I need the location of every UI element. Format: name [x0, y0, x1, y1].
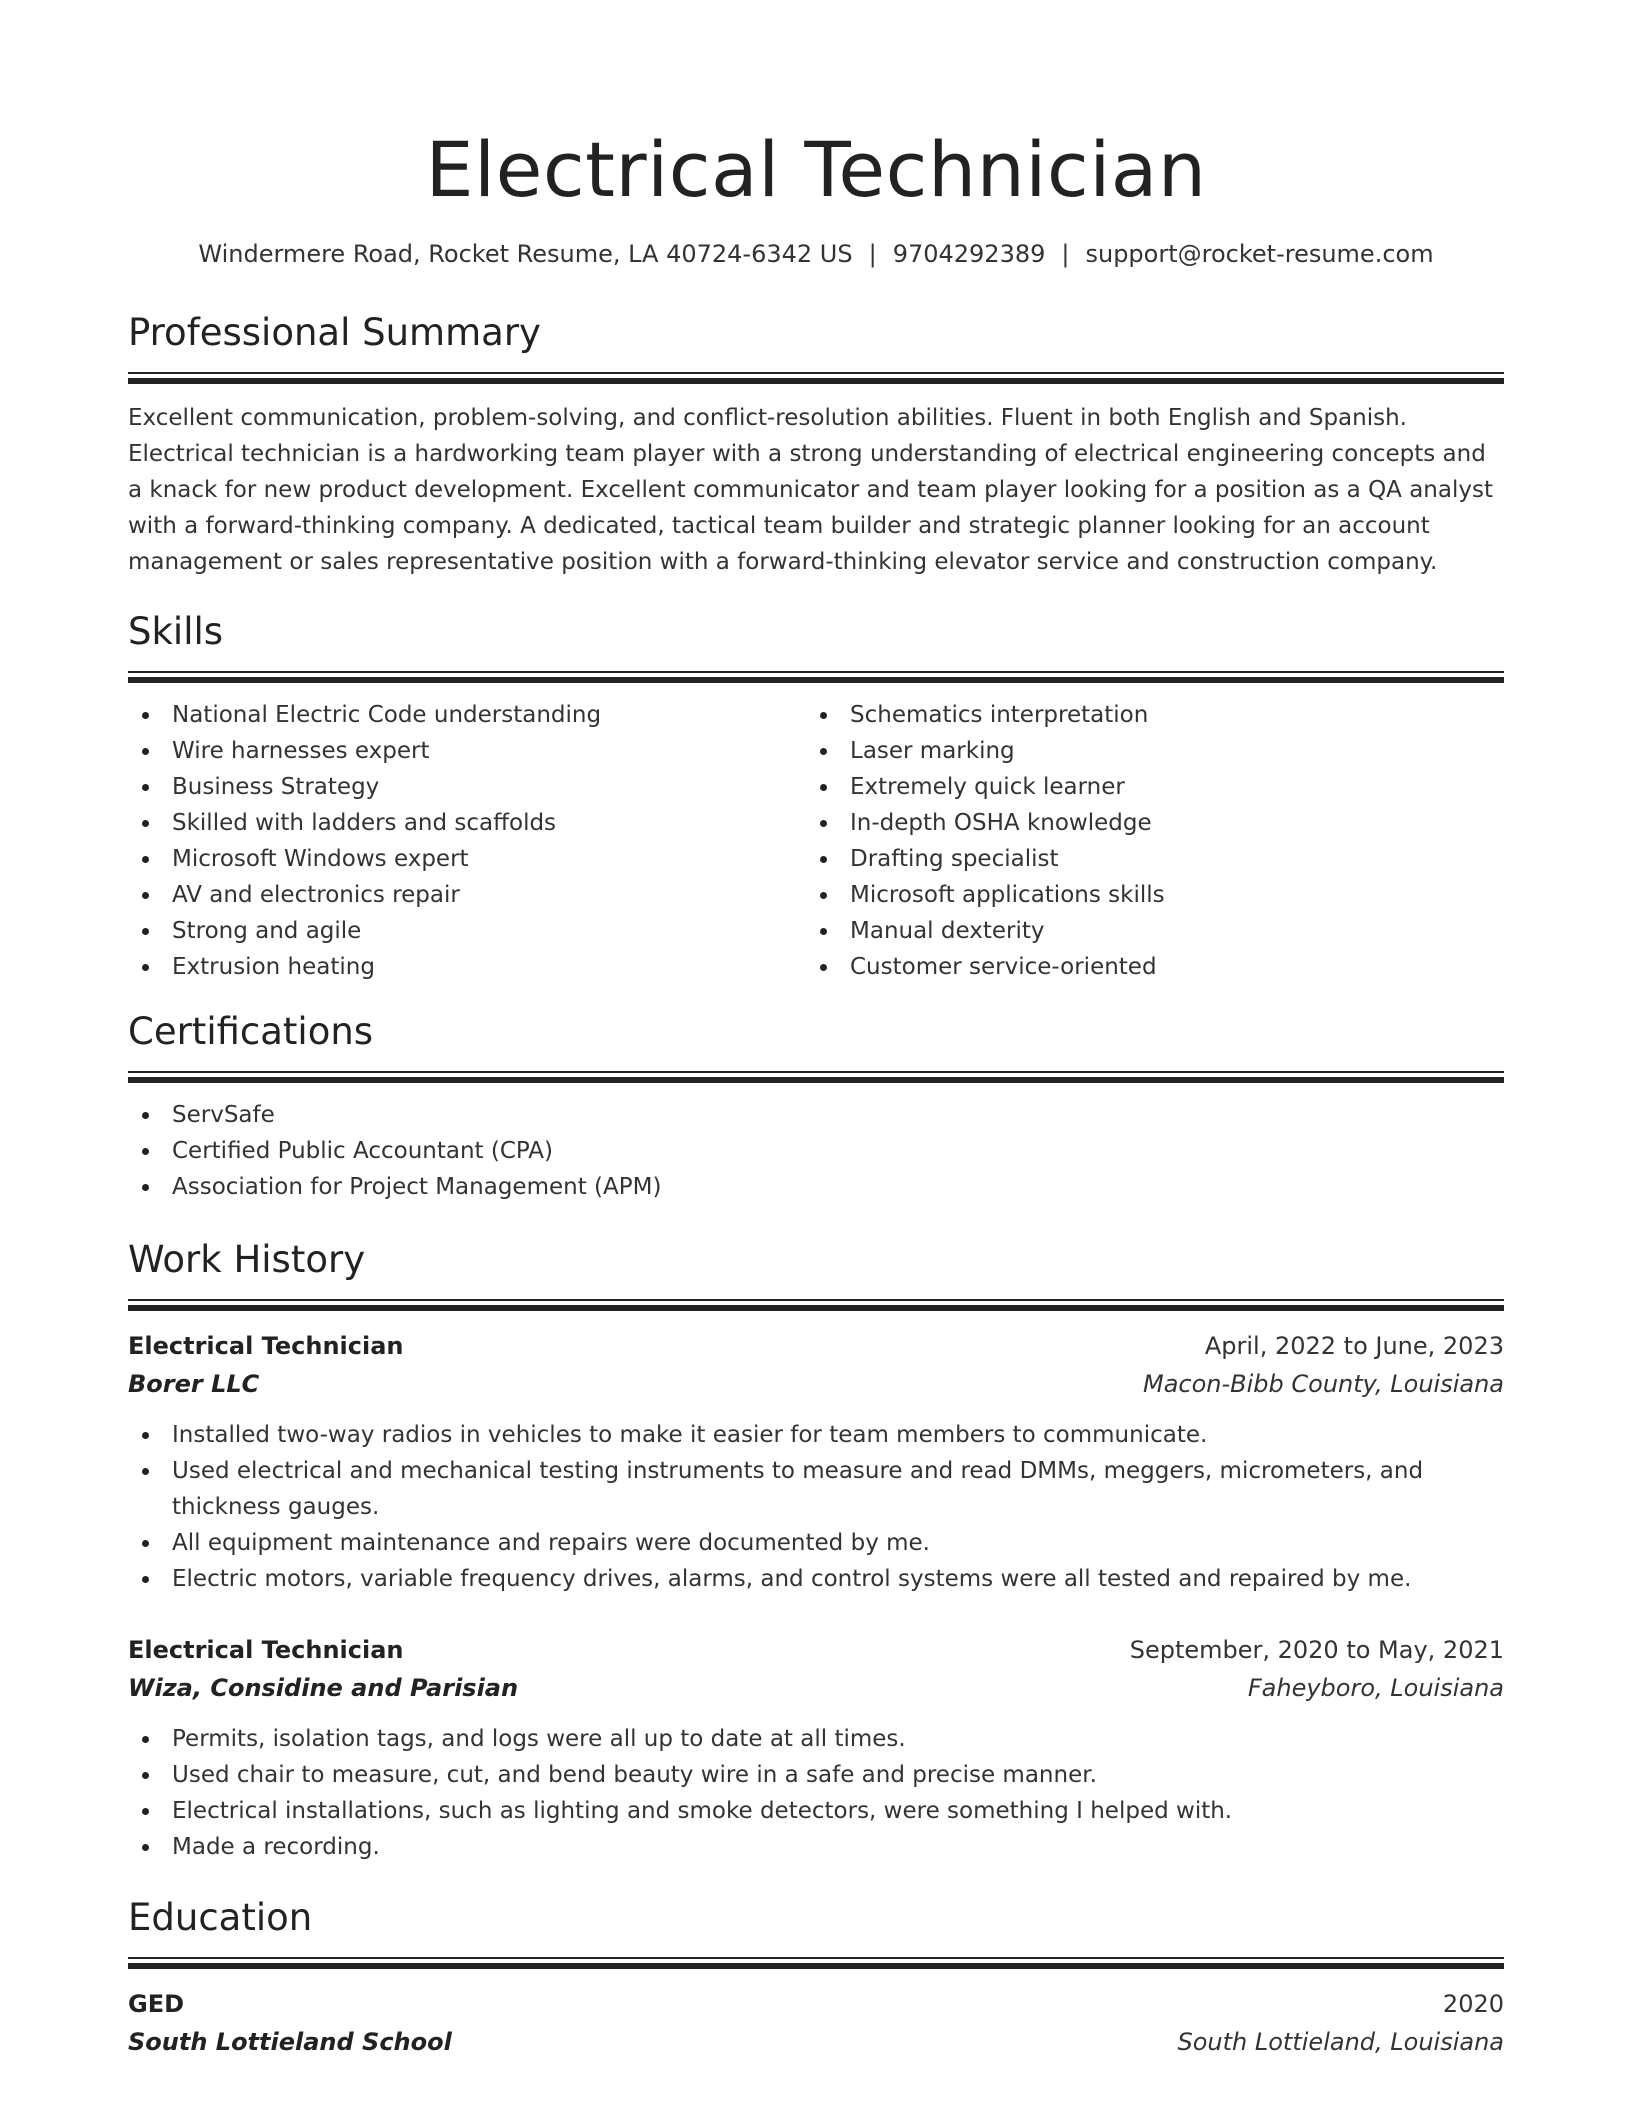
summary-section — [128, 310, 1504, 580]
job-bullet: Used chair to measure, cut, and bend beauty wire in a safe and precise manner. — [128, 1757, 1504, 1793]
education-subheader — [128, 2023, 1504, 2061]
skills-column-right — [806, 697, 1484, 985]
skills-column-left — [128, 697, 806, 985]
certification-item: Certified Public Accountant (CPA) — [128, 1133, 1504, 1169]
skill-item: Business Strategy — [128, 769, 806, 805]
job-bullet: Made a recording. — [128, 1829, 1504, 1865]
education-year: 2020 — [1442, 1990, 1504, 2018]
education-section — [128, 1895, 1504, 2061]
skill-item: Strong and agile — [128, 913, 806, 949]
section-divider — [128, 1071, 1504, 1083]
job-location: Faheyboro, Louisiana — [1247, 1674, 1504, 1702]
skills-section — [128, 609, 1504, 985]
education-header — [128, 1985, 1504, 2023]
job-location: Macon-Bibb County, Louisiana — [1143, 1370, 1504, 1398]
job-bullet: Electric motors, variable frequency drives, alarms, and control systems were all tested and repaired by me. — [128, 1561, 1504, 1597]
job-bullet: Permits, isolation tags, and logs were all up to date at all times. — [128, 1721, 1504, 1757]
contact-separator: | — [1061, 240, 1070, 268]
section-title-certifications: Certifications — [128, 1010, 374, 1053]
skill-item: Customer service-oriented — [806, 949, 1484, 985]
job-subheader — [128, 1669, 1504, 1707]
work-history-section — [128, 1237, 1504, 1865]
job-title: Electrical Technician — [128, 1332, 404, 1360]
skill-item: Schematics interpretation — [806, 697, 1484, 733]
section-divider — [128, 372, 1504, 384]
education-location: South Lottieland, Louisiana — [1177, 2028, 1504, 2056]
job-company: Borer LLC — [128, 1370, 260, 1398]
job-header — [128, 1327, 1504, 1365]
skill-item: National Electric Code understanding — [128, 697, 806, 733]
skill-item: Manual dexterity — [806, 913, 1484, 949]
certification-item: ServSafe — [128, 1097, 1504, 1133]
job-dates: September, 2020 to May, 2021 — [1129, 1636, 1504, 1664]
education-entry — [128, 1985, 1504, 2061]
contact-separator: | — [868, 240, 877, 268]
job-entry — [128, 1631, 1504, 1865]
section-title-skills: Skills — [128, 610, 224, 653]
job-bullet-list — [128, 1417, 1504, 1597]
contact-line — [128, 238, 1504, 270]
section-divider — [128, 1299, 1504, 1311]
section-title-education: Education — [128, 1896, 313, 1939]
certification-item: Association for Project Management (APM) — [128, 1169, 1504, 1205]
skill-item: In-depth OSHA knowledge — [806, 805, 1484, 841]
education-degree: GED — [128, 1990, 185, 2018]
section-divider — [128, 671, 1504, 683]
skill-item: Drafting specialist — [806, 841, 1484, 877]
job-company: Wiza, Considine and Parisian — [128, 1674, 519, 1702]
job-bullet-list — [128, 1721, 1504, 1865]
skill-item: AV and electronics repair — [128, 877, 806, 913]
job-subheader — [128, 1365, 1504, 1403]
education-school: South Lottieland School — [128, 2028, 452, 2056]
contact-phone: 9704292389 — [892, 240, 1046, 268]
skills-grid — [128, 697, 1504, 985]
section-title-summary: Professional Summary — [128, 311, 541, 354]
certifications-list — [128, 1097, 1504, 1205]
skill-item: Laser marking — [806, 733, 1484, 769]
contact-address: Windermere Road, Rocket Resume, LA 40724-6342 US — [198, 240, 853, 268]
job-bullet: Electrical installations, such as lighting and smoke detectors, were something I helped with. — [128, 1793, 1504, 1829]
job-title: Electrical Technician — [128, 1636, 404, 1664]
resume-name: Electrical Technician — [425, 125, 1207, 214]
skill-item: Microsoft Windows expert — [128, 841, 806, 877]
skill-item: Microsoft applications skills — [806, 877, 1484, 913]
job-bullet: All equipment maintenance and repairs were documented by me. — [128, 1525, 1504, 1561]
skill-item: Skilled with ladders and scaffolds — [128, 805, 806, 841]
job-entry — [128, 1327, 1504, 1597]
job-header — [128, 1631, 1504, 1669]
skill-item: Wire harnesses expert — [128, 733, 806, 769]
summary-text: Excellent communication, problem-solving, and conflict-resolution abilities. Fluent in both English and Spanish. Electrical technician is a hardworking team player with a strong understanding of electrical engineering concepts and a knack for new product development. Excellent communicator and team player looking for a position as a QA analyst with a forward-thinking company. A dedicated, tactical team builder and strategic planner looking for an account management or sales representative position with a forward-thinking elevator service and construction company. — [128, 405, 1493, 575]
job-bullet: Installed two-way radios in vehicles to make it easier for team members to communicate. — [128, 1417, 1504, 1453]
resume-page — [128, 0, 1504, 2061]
job-dates: April, 2022 to June, 2023 — [1204, 1332, 1504, 1360]
section-divider — [128, 1957, 1504, 1969]
skill-item: Extremely quick learner — [806, 769, 1484, 805]
contact-email: support@rocket-resume.com — [1085, 240, 1434, 268]
skill-item: Extrusion heating — [128, 949, 806, 985]
job-bullet: Used electrical and mechanical testing instruments to measure and read DMMs, meggers, micrometers, and thickness gauges. — [128, 1453, 1504, 1525]
certifications-section — [128, 1009, 1504, 1205]
section-title-work-history: Work History — [128, 1238, 366, 1281]
